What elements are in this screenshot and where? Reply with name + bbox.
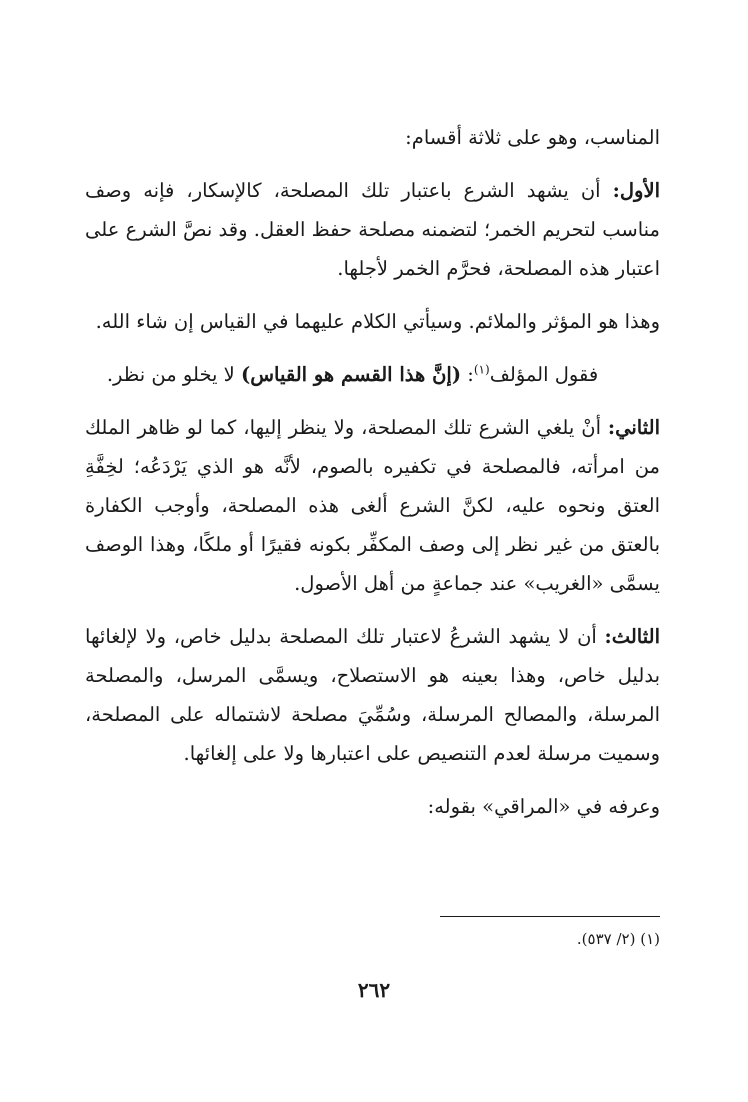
author-quote-bold: (إنَّ هذا القسم هو القياس) [240,363,462,386]
footnote: (١) (٢/ ٥٣٧). [576,930,660,948]
author-quote-suffix: لا يخلو من نظر. [106,363,241,386]
footnote-divider [440,916,660,917]
muathir-text: وهذا هو المؤثر والملائم. وسيأتي الكلام عليهما في القياس إن شاء الله. [95,310,660,333]
paragraph-second-section [85,408,660,603]
author-quote-colon: : [461,363,474,386]
page-number: ٢٦٢ [357,978,391,1002]
intro-text: المناسب، وهو على ثلاثة أقسام: [405,126,660,149]
paragraph-muathir [85,302,660,341]
second-section-heading: الثاني: [607,416,660,439]
third-section-text: أن لا يشهد الشرعُ لاعتبار تلك المصلحة بدليل خاص، ولا لإلغائها بدليل خاص، وهذا بعينه هو الاستصلاح، ويسمَّى المرسل، والمصلحة المرسلة، والمصالح المرسلة، وسُمِّيَ مصلحة لاشتماله على المصلحة، وسميت مرسلة لعدم التنصيص على اعتبارها ولا على إلغائها. [85,625,660,765]
paragraph-third-section [85,617,660,773]
paragraph-intro [85,118,660,157]
paragraph-first-section [85,171,660,288]
paragraph-author-quote [85,355,620,394]
footnote-marker: (١) [473,362,490,377]
author-quote-prefix: فقول المؤلف [489,363,599,386]
second-section-text: أنْ يلغي الشرع تلك المصلحة، ولا ينظر إليها، كما لو ظاهر الملك من امرأته، فالمصلحة في تكفيره بالصوم، لأنَّه هو الذي يَرْدَعُه؛ لخِفَّةِ العتق ونحوه عليه، لكنَّ الشرع ألغى هذه المصلحة، وأوجب الكفارة بالعتق من غير نظر إلى وصف المكفِّر بكونه فقيرًا أو ملكًا، وهذا الوصف يسمَّى «الغريب» عند جماعةٍ من أهل الأصول. [85,416,660,595]
paragraph-maraqi [85,787,660,826]
first-section-text: أن يشهد الشرع باعتبار تلك المصلحة، كالإسكار، فإنه وصف مناسب لتحريم الخمر؛ لتضمنه مصلحة حفظ العقل. وقد نصَّ الشرع على اعتبار هذه المصلحة، فحرَّم الخمر لأجلها. [85,179,660,280]
third-section-heading: الثالث: [604,625,660,648]
maraqi-text: وعرفه في «المراقي» بقوله: [427,795,660,818]
first-section-heading: الأول: [612,179,660,202]
